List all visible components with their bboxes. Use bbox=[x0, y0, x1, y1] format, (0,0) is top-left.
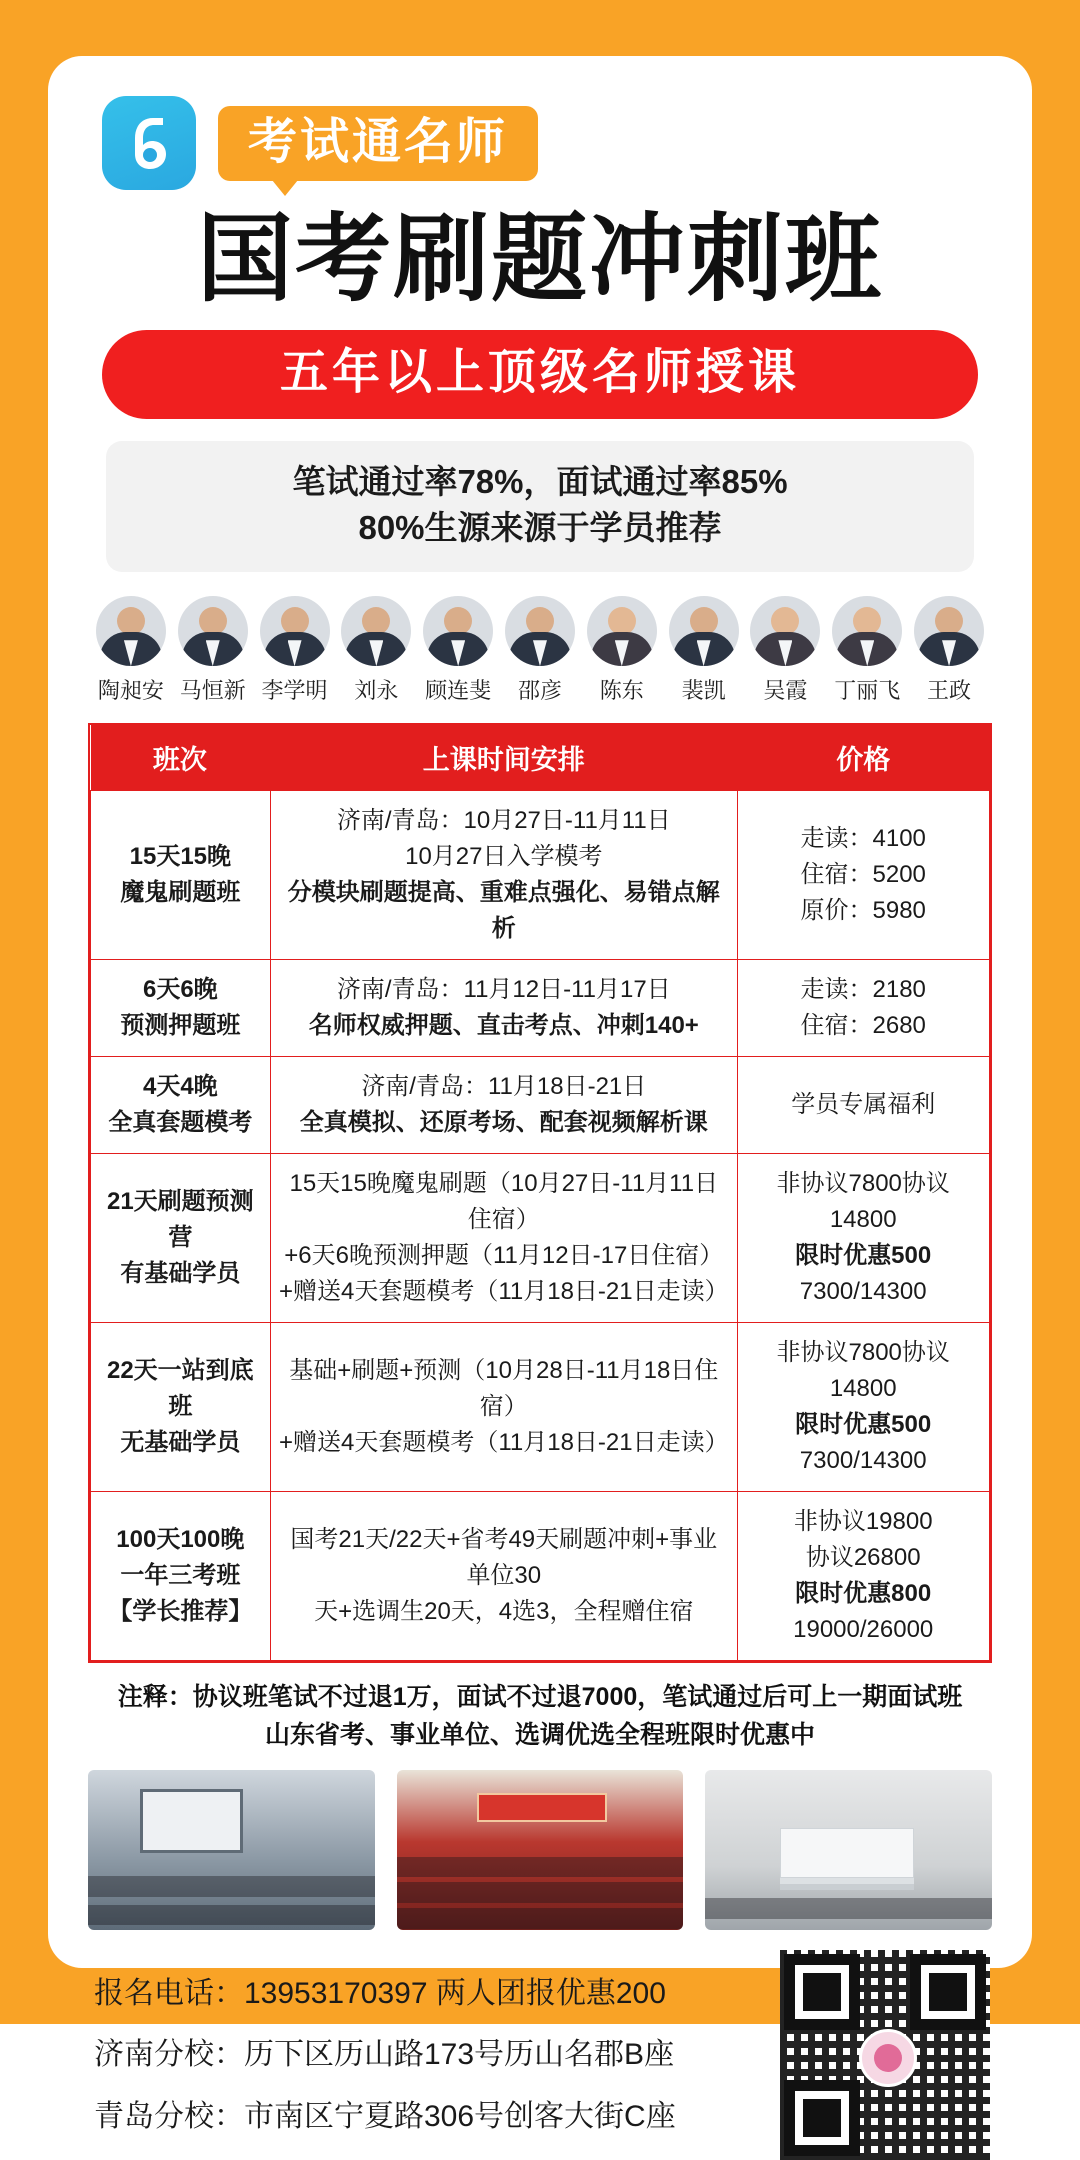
cell-line: 15天15晚 bbox=[129, 843, 232, 871]
teacher-item bbox=[335, 596, 417, 705]
cell-class-name bbox=[91, 791, 271, 960]
cell-line: 济南/青岛：11月18日-21日 bbox=[361, 1073, 647, 1101]
teacher-name: 马恒新 bbox=[179, 678, 246, 704]
schedule-table-wrap bbox=[88, 723, 992, 1663]
cell-line: 无基础学员 bbox=[120, 1429, 241, 1457]
cell-line: +赠送4天套题模考（11月18日-21日走读） bbox=[278, 1278, 729, 1306]
classroom-photo-2 bbox=[397, 1770, 684, 1930]
qr-finder-bl bbox=[784, 2080, 860, 2156]
cell-line: 预测押题班 bbox=[120, 1012, 241, 1040]
teacher-name: 邵彦 bbox=[517, 678, 562, 704]
cell-line: 7300/14300 bbox=[799, 1278, 927, 1306]
contact-phone: 报名电话：13953170397 两人团报优惠200 bbox=[94, 1976, 666, 2010]
avatar bbox=[669, 596, 739, 666]
cell-schedule bbox=[270, 1492, 737, 1661]
cell-line: 国考21天/22天+省考49天刷题冲刺+事业单位30 bbox=[290, 1526, 718, 1590]
cell-class-name bbox=[91, 960, 271, 1057]
cell-line: 100天100晚 bbox=[116, 1526, 245, 1554]
table-row bbox=[91, 1057, 990, 1154]
cell-line: 全真模拟、还原考场、配套视频解析课 bbox=[299, 1109, 708, 1137]
cell-line: 住宿：2680 bbox=[800, 1012, 926, 1040]
wall-banner bbox=[477, 1793, 607, 1823]
note-line-1: 注释：协议班笔试不过退1万，面试不过退7000，笔试通过后可上一期面试班 bbox=[117, 1683, 963, 1712]
teacher-name: 顾连斐 bbox=[425, 678, 492, 704]
qr-center-logo bbox=[859, 2029, 917, 2087]
cell-line: 原价：5980 bbox=[800, 897, 926, 925]
cell-line: 4天4晚 bbox=[142, 1073, 218, 1101]
brand-row bbox=[102, 96, 996, 190]
avatar bbox=[178, 596, 248, 666]
cell-class-name bbox=[91, 1492, 271, 1661]
cell-line: 济南/青岛：11月12日-11月17日 bbox=[336, 976, 671, 1004]
textbook-stack bbox=[780, 1828, 914, 1878]
cell-line: 非协议7800协议14800 bbox=[776, 1170, 950, 1234]
cell-schedule bbox=[270, 1323, 737, 1492]
classroom-photo-1 bbox=[88, 1770, 375, 1930]
seat-row bbox=[705, 1898, 992, 1919]
classroom-photo-3 bbox=[705, 1770, 992, 1930]
qr-finder-tl bbox=[784, 1954, 860, 2030]
contact-lines bbox=[94, 1963, 760, 2148]
teacher-item bbox=[745, 596, 827, 705]
seat-row bbox=[397, 1882, 684, 1903]
avatar bbox=[96, 596, 166, 666]
cell-line: 限时优惠800 bbox=[795, 1580, 932, 1608]
cell-schedule bbox=[270, 960, 737, 1057]
cell-line: 走读：4100 bbox=[800, 825, 926, 853]
table-row bbox=[91, 1492, 990, 1661]
cell-line: 协议26800 bbox=[805, 1544, 921, 1572]
cell-line: 魔鬼刷题班 bbox=[120, 879, 241, 907]
teacher-item bbox=[254, 596, 336, 705]
contact-block bbox=[94, 1950, 990, 2160]
cell-schedule bbox=[270, 1057, 737, 1154]
table-header-class: 班次 bbox=[91, 725, 271, 791]
cell-line: 分模块刷题提高、重难点强化、易错点解析 bbox=[287, 879, 720, 943]
note-line-2: 山东省考、事业单位、选调优选全程班限时优惠中 bbox=[264, 1720, 815, 1749]
avatar bbox=[341, 596, 411, 666]
cell-price bbox=[737, 1492, 989, 1661]
teacher-item bbox=[826, 596, 908, 705]
table-header-time: 上课时间安排 bbox=[270, 725, 737, 791]
brand-tag: 考试通名师 bbox=[218, 106, 538, 181]
cell-line: 限时优惠500 bbox=[795, 1242, 932, 1270]
teacher-item bbox=[499, 596, 581, 705]
table-header-price: 价格 bbox=[737, 725, 989, 791]
cell-price bbox=[737, 1154, 989, 1323]
teacher-item bbox=[908, 596, 990, 705]
cell-line: 非协议7800协议14800 bbox=[776, 1339, 950, 1403]
teacher-name: 陈东 bbox=[599, 678, 644, 704]
cell-class-name bbox=[91, 1154, 271, 1323]
teacher-name: 裴凯 bbox=[681, 678, 726, 704]
seat-row bbox=[88, 1876, 375, 1897]
avatar bbox=[914, 596, 984, 666]
cell-line: +6天6晚预测押题（11月12日-17日住宿） bbox=[284, 1242, 724, 1270]
cell-line: 一年三考班 bbox=[120, 1562, 241, 1590]
teacher-name: 刘永 bbox=[354, 678, 399, 704]
cell-class-name bbox=[91, 1057, 271, 1154]
cell-line: 住宿：5200 bbox=[800, 861, 926, 889]
table-row bbox=[91, 1154, 990, 1323]
poster-card bbox=[48, 56, 1032, 2133]
teacher-item bbox=[663, 596, 745, 705]
cell-line: 15天15晚魔鬼刷题（10月27日-11月11日住宿） bbox=[289, 1170, 719, 1234]
cell-line: 【学长推荐】 bbox=[108, 1598, 253, 1626]
cell-line: 济南/青岛：10月27日-11月11日 bbox=[336, 807, 671, 835]
cell-line: 限时优惠500 bbox=[795, 1411, 932, 1439]
avatar bbox=[587, 596, 657, 666]
cell-line: 学员专属福利 bbox=[791, 1091, 936, 1119]
cell-line: 全真套题模考 bbox=[108, 1109, 253, 1137]
highlight-banner: 五年以上顶级名师授课 bbox=[102, 330, 978, 419]
cell-line: 21天刷题预测营 bbox=[106, 1188, 254, 1252]
teacher-item bbox=[90, 596, 172, 705]
teacher-item bbox=[417, 596, 499, 705]
app-logo-icon bbox=[102, 96, 196, 190]
table-header-row bbox=[91, 725, 990, 791]
teacher-name: 丁丽飞 bbox=[834, 678, 901, 704]
cell-line: 10月27日入学模考 bbox=[405, 843, 603, 871]
stats-line-2: 80%生源来源于学员推荐 bbox=[358, 509, 722, 547]
contact-branch-jinan: 济南分校：历下区历山路173号历山名郡B座 bbox=[94, 2038, 675, 2072]
teacher-name: 吴霞 bbox=[763, 678, 808, 704]
cell-line: 22天一站到底班 bbox=[106, 1357, 254, 1421]
teacher-item bbox=[581, 596, 663, 705]
seat-row bbox=[88, 1905, 375, 1926]
logo-glyph bbox=[102, 96, 196, 190]
cell-line: 有基础学员 bbox=[120, 1260, 241, 1288]
cell-schedule bbox=[270, 1154, 737, 1323]
cell-line: +赠送4天套题模考（11月18日-21日走读） bbox=[278, 1429, 729, 1457]
avatar bbox=[832, 596, 902, 666]
cell-price bbox=[737, 1057, 989, 1154]
teacher-item bbox=[172, 596, 254, 705]
teacher-list bbox=[90, 596, 990, 705]
cell-class-name bbox=[91, 1323, 271, 1492]
qr-code[interactable] bbox=[780, 1950, 990, 2160]
teacher-name: 王政 bbox=[927, 678, 972, 704]
teacher-name: 陶昶安 bbox=[97, 678, 164, 704]
schedule-table bbox=[90, 725, 990, 1661]
table-row bbox=[91, 1323, 990, 1492]
cell-line: 7300/14300 bbox=[799, 1447, 927, 1475]
cell-line: 名师权威押题、直击考点、冲刺140+ bbox=[308, 1012, 699, 1040]
avatar bbox=[260, 596, 330, 666]
photo-gallery bbox=[88, 1770, 992, 1930]
cell-line: 基础+刷题+预测（10月28日-11月18日住宿） bbox=[289, 1357, 719, 1421]
projector-screen bbox=[140, 1789, 243, 1853]
avatar bbox=[505, 596, 575, 666]
cell-schedule bbox=[270, 791, 737, 960]
cell-price bbox=[737, 1323, 989, 1492]
avatar bbox=[423, 596, 493, 666]
seat-row bbox=[397, 1857, 684, 1878]
page-title: 国考刷题冲刺班 bbox=[197, 206, 883, 313]
notes-block bbox=[94, 1679, 986, 1754]
cell-line: 走读：2180 bbox=[800, 976, 926, 1004]
seat-row bbox=[397, 1908, 684, 1929]
stats-box bbox=[106, 441, 974, 573]
stats-line-1: 笔试通过率78%，面试通过率85% bbox=[292, 462, 788, 500]
table-row bbox=[91, 960, 990, 1057]
qr-finder-tr bbox=[910, 1954, 986, 2030]
cell-line: 6天6晚 bbox=[142, 976, 218, 1004]
cell-line: 19000/26000 bbox=[793, 1616, 934, 1644]
avatar bbox=[750, 596, 820, 666]
contact-branch-qingdao: 青岛分校：市南区宁夏路306号创客大街C座 bbox=[94, 2099, 676, 2133]
cell-line: 非协议19800 bbox=[793, 1508, 933, 1536]
table-row bbox=[91, 791, 990, 960]
teacher-name: 李学明 bbox=[261, 678, 328, 704]
cell-price bbox=[737, 960, 989, 1057]
cell-price bbox=[737, 791, 989, 960]
cell-line: 天+选调生20天，4选3，全程赠住宿 bbox=[314, 1598, 694, 1626]
